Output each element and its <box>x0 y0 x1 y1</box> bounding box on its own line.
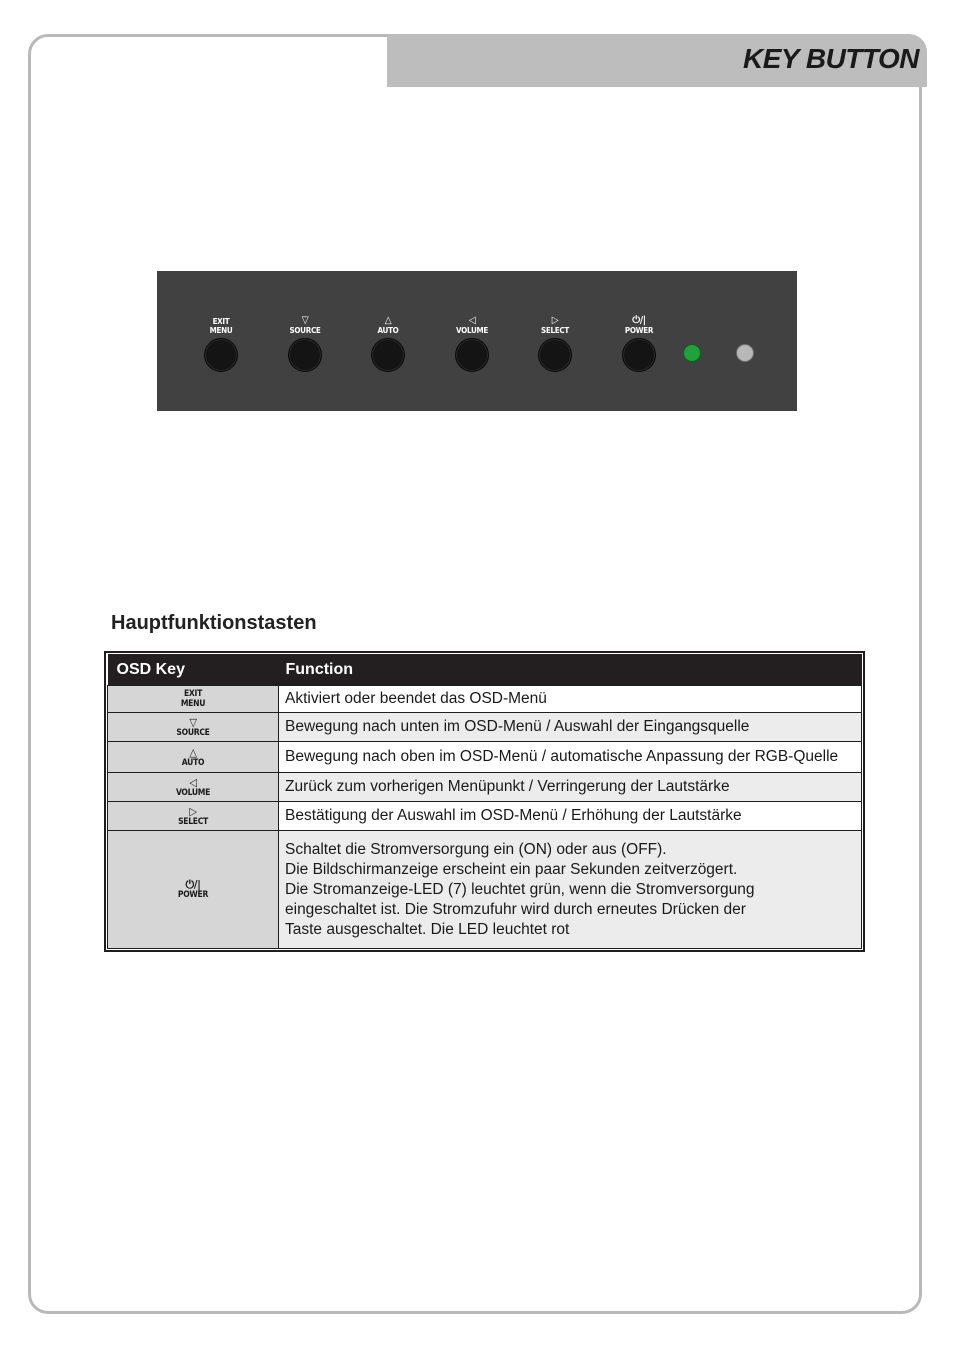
header-function: Function <box>279 654 862 686</box>
down-arrow-icon: ▽ <box>301 315 309 326</box>
function-text: Aktiviert oder beendet das OSD-Menü <box>279 686 862 713</box>
select-button[interactable]: ▷ SELECT <box>525 311 585 372</box>
auto-button[interactable]: △ AUTO <box>358 311 418 372</box>
function-text: Schaltet die Stromversorgung ein (ON) oder aus (OFF). Die Bildschirmanzeige erscheint ein paar Sekunden zeitverzögert. Die Stromanzeige-LED (7) leuchtet grün, wenn die Stromversorgung eingeschaltet ist. Die Stromzufuhr wird durch erneutes Drücken der Taste ausgeschaltet. Die LED leuchtet rot <box>279 831 862 949</box>
power-icon: ⏻/| <box>185 878 201 891</box>
right-arrow-icon: ▷ <box>189 804 197 818</box>
power-icon: ⏻/| <box>632 315 646 326</box>
table-row <box>108 802 862 831</box>
table-row <box>108 773 862 802</box>
button-knob[interactable] <box>288 338 322 372</box>
section-title: Hauptfunktionstasten <box>111 612 317 634</box>
table-row <box>108 742 862 773</box>
volume-button[interactable]: ◁ VOLUME <box>442 311 502 372</box>
table-row <box>108 831 862 949</box>
down-arrow-icon: ▽ <box>189 715 197 729</box>
sensor-indicator <box>736 344 754 362</box>
button-knob[interactable] <box>538 338 572 372</box>
source-button[interactable]: ▽ SOURCE <box>275 311 335 372</box>
power-button[interactable]: ⏻/| POWER <box>609 311 669 372</box>
function-text: Zurück zum vorherigen Menüpunkt / Verringerung der Lautstärke <box>279 773 862 802</box>
up-arrow-icon: △ <box>384 315 392 326</box>
function-text: Bewegung nach oben im OSD-Menü / automatische Anpassung der RGB-Quelle <box>279 742 862 773</box>
button-knob[interactable] <box>622 338 656 372</box>
left-arrow-icon: ◁ <box>468 315 476 326</box>
key-power: ⏻/| POWER <box>108 831 279 949</box>
table-row <box>108 713 862 742</box>
header-osd-key: OSD Key <box>108 654 279 686</box>
header-band <box>387 34 927 87</box>
key-select: ▷ SELECT <box>108 802 279 831</box>
control-panel <box>157 271 797 411</box>
button-knob[interactable] <box>204 338 238 372</box>
left-arrow-icon: ◁ <box>189 775 197 789</box>
key-exit-menu: EXIT MENU <box>108 686 279 713</box>
key-source: ▽ SOURCE <box>108 713 279 742</box>
function-text: Bewegung nach unten im OSD-Menü / Auswahl der Eingangsquelle <box>279 713 862 742</box>
power-led <box>683 344 701 362</box>
button-knob[interactable] <box>455 338 489 372</box>
key-auto: △ AUTO <box>108 742 279 773</box>
key-volume: ◁ VOLUME <box>108 773 279 802</box>
right-arrow-icon: ▷ <box>551 315 559 326</box>
exit-menu-button[interactable]: EXIT MENU <box>191 311 251 372</box>
osd-key-table <box>104 651 865 952</box>
function-text: Bestätigung der Auswahl im OSD-Menü / Erhöhung der Lautstärke <box>279 802 862 831</box>
page-title: KEY BUTTON <box>743 43 919 74</box>
button-knob[interactable] <box>371 338 405 372</box>
up-arrow-icon: △ <box>189 745 197 759</box>
table-row <box>108 686 862 713</box>
